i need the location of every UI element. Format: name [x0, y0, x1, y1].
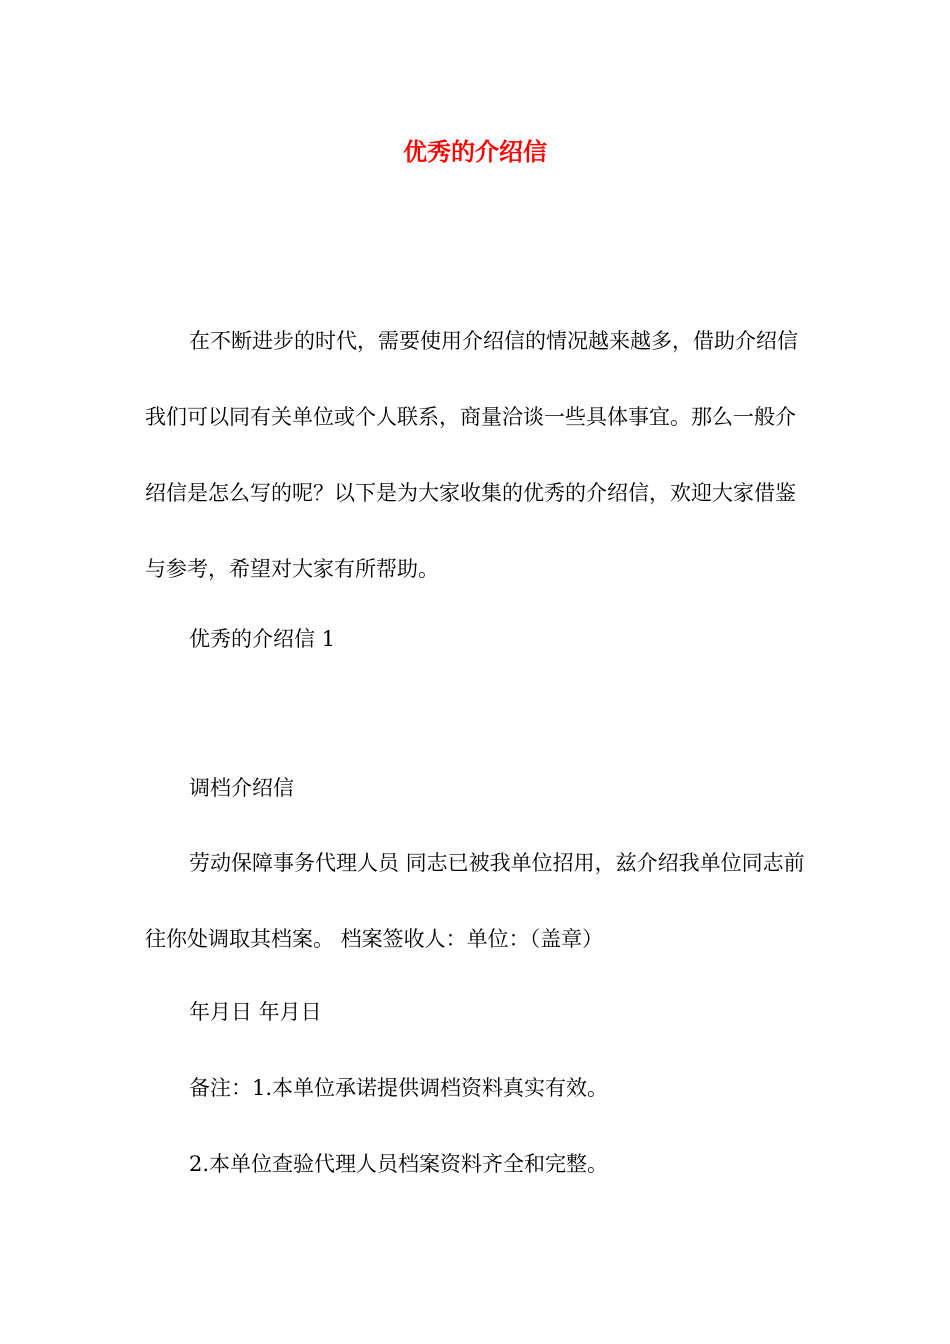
- letter-body-paragraph: 劳动保障事务代理人员 同志已被我单位招用，兹介绍我单位同志前往你处调取其档案。 档案签收人：单位：（盖章）: [145, 851, 805, 951]
- note-line-1: 备注：1.本单位承诺提供调档资料真实有效。: [189, 1076, 609, 1100]
- section-heading: 优秀的介绍信 1: [189, 627, 336, 651]
- intro-paragraph: 在不断进步的时代，需要使用介绍信的情况越来越多，借助介绍信我们可以同有关单位或个人联系，商量洽谈一些具体事宜。那么一般介绍信是怎么写的呢？以下是为大家收集的优秀的介绍信，欢迎大家借鉴与参考，希望对大家有所帮助。: [145, 329, 798, 581]
- document-title: 优秀的介绍信: [403, 138, 547, 166]
- date-line: 年月日 年月日: [189, 1000, 322, 1024]
- letter-title: 调档介绍信: [189, 776, 294, 800]
- note-line-2: 2.本单位查验代理人员档案资料齐全和完整。: [189, 1152, 609, 1176]
